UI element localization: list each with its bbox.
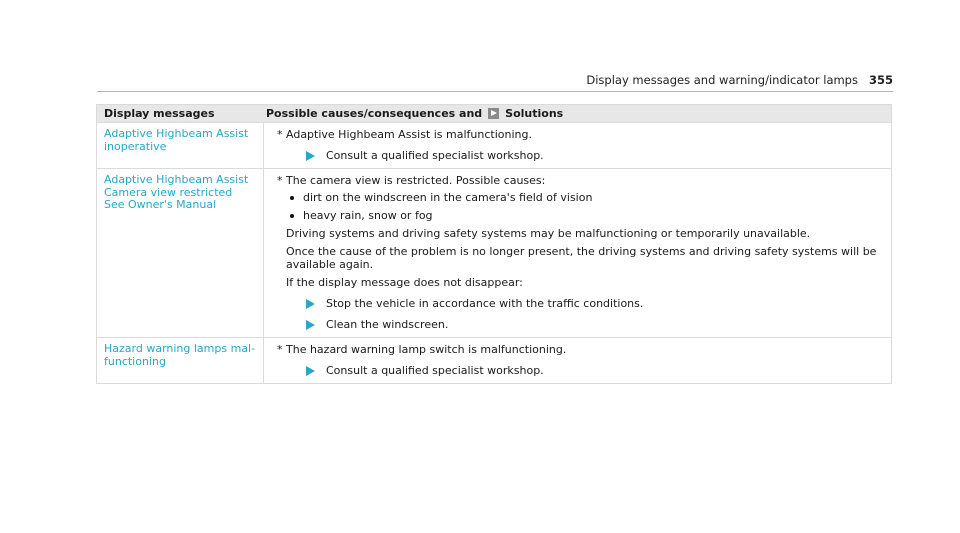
info-paragraph: Once the cause of the problem is no longer present, the driving systems and driving safety systems will be available again.	[286, 245, 877, 271]
action-step: Consult a qualified specialist workshop.	[306, 364, 883, 377]
cause-text: * Adaptive Highbeam Assist is malfunctioning.	[277, 128, 532, 141]
list-item: heavy rain, snow or fog	[286, 209, 883, 222]
play-arrow-icon	[488, 108, 499, 119]
bullet-icon	[290, 214, 294, 218]
table-row	[97, 168, 891, 337]
display-message: Hazard warning lamps mal- functioning	[97, 338, 264, 383]
page-header	[586, 73, 893, 87]
display-message: Adaptive Highbeam Assist inoperative	[97, 123, 264, 168]
column-header-solutions: Possible causes/consequences and Solutions	[266, 107, 564, 120]
column-header-messages: Display messages	[104, 107, 215, 120]
action-step: Consult a qualified specialist workshop.	[306, 149, 883, 162]
display-message: Adaptive Highbeam Assist Camera view restricted See Owner's Manual	[97, 169, 264, 337]
possible-causes-list	[286, 191, 883, 222]
asterisk: *	[277, 343, 283, 356]
display-messages-table	[96, 104, 892, 384]
action-arrow-icon	[306, 299, 315, 309]
action-step: Clean the windscreen.	[306, 318, 883, 331]
info-paragraph: If the display message does not disappear:	[286, 276, 523, 289]
bullet-icon	[290, 196, 294, 200]
action-arrow-icon	[306, 320, 315, 330]
solutions-cell	[264, 338, 891, 383]
asterisk: *	[277, 128, 283, 141]
solutions-cell	[264, 169, 891, 337]
action-arrow-icon	[306, 366, 315, 376]
asterisk: *	[277, 174, 283, 187]
page-number: 355	[868, 73, 893, 87]
action-arrow-icon	[306, 151, 315, 161]
table-row	[97, 337, 891, 383]
section-title: Display messages and warning/indicator lamps	[586, 73, 858, 87]
cause-text: * The hazard warning lamp switch is malfunctioning.	[277, 343, 567, 356]
cause-text: * The camera view is restricted. Possible causes:	[277, 174, 546, 187]
solutions-cell	[264, 123, 891, 168]
header-divider	[97, 91, 893, 92]
list-item: dirt on the windscreen in the camera's field of vision	[286, 191, 883, 204]
action-step: Stop the vehicle in accordance with the traffic conditions.	[306, 297, 883, 310]
table-row	[97, 122, 891, 168]
info-paragraph: Driving systems and driving safety systems may be malfunctioning or temporarily unavailable.	[286, 227, 811, 240]
table-header	[97, 105, 891, 122]
